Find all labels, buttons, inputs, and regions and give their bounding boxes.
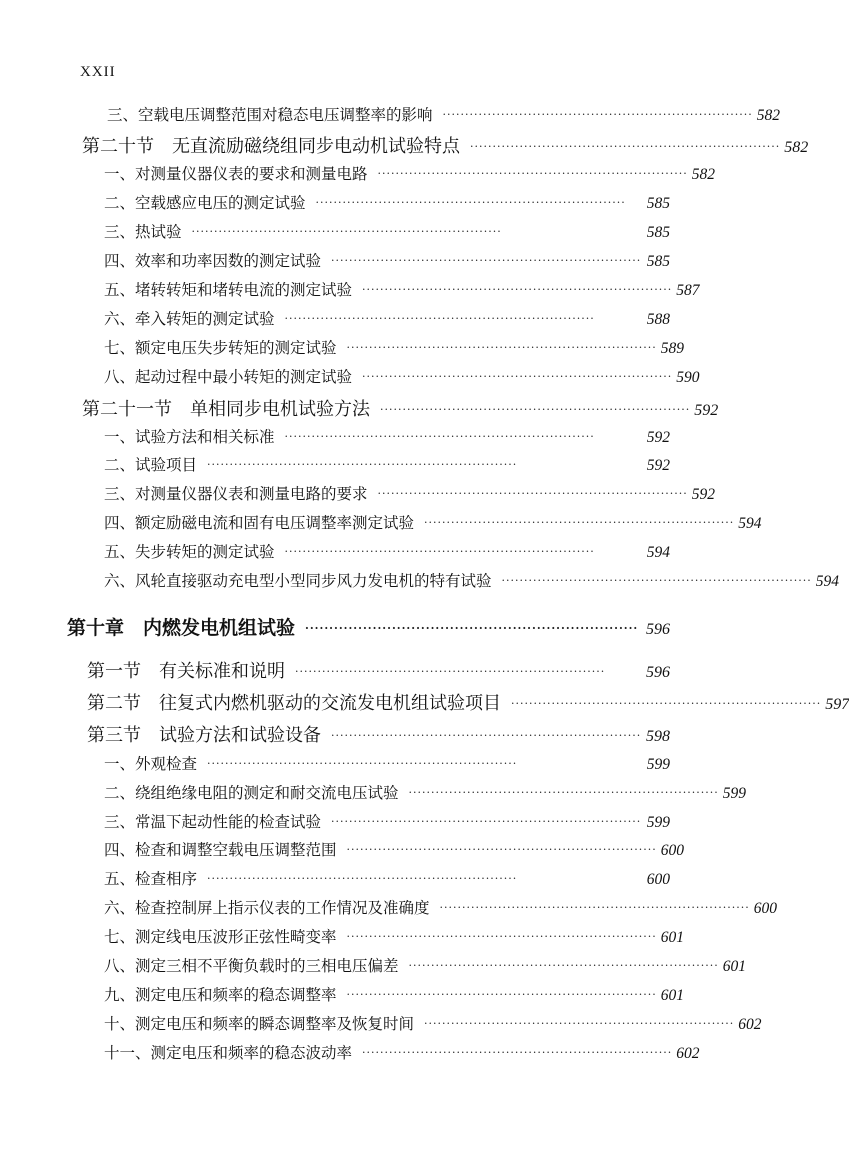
leader-dots: ····································································· (295, 665, 606, 678)
toc-entry (104, 569, 840, 591)
toc-entry (104, 896, 778, 918)
toc-entry-title: 三、对测量仪器仪表和测量电路的要求 (104, 485, 368, 503)
toc-entry-title: 七、额定电压失步转矩的测定试验 (104, 339, 337, 357)
toc-section-page: 582 (784, 139, 809, 156)
toc-entry (104, 249, 670, 271)
toc-entry-page: 582 (691, 166, 716, 183)
toc-entry-title: 四、检查和调整空载电压调整范围 (104, 841, 337, 859)
leader-dots: ····································································· (439, 901, 750, 914)
toc-entry-page: 594 (646, 544, 670, 561)
toc-section-title: 第二节 往复式内燃机驱动的交流发电机组试验项目 (87, 693, 501, 714)
leader-dots: ····································································· (377, 487, 688, 500)
toc-section-page: 592 (694, 402, 719, 419)
toc-entry-page: 592 (691, 486, 716, 503)
leader-dots: ····································································· (408, 786, 719, 799)
toc-entry-page: 602 (738, 1016, 762, 1033)
toc-entry-page: 602 (676, 1045, 700, 1062)
toc-entry (104, 867, 670, 889)
leader-dots: ····································································· (377, 167, 688, 180)
toc-entry-title: 八、测定三相不平衡负载时的三相电压偏差 (104, 957, 399, 975)
toc-entry (104, 365, 700, 387)
toc-entry-page: 592 (646, 457, 670, 474)
toc-entry-page: 599 (646, 814, 670, 831)
leader-dots: ····································································· (362, 370, 673, 383)
toc-entry (107, 103, 781, 125)
toc-section-title: 第二十一节 单相同步电机试验方法 (82, 399, 370, 420)
toc-entry-title: 三、热试验 (104, 223, 182, 241)
toc-entry-title: 四、效率和功率因数的测定试验 (104, 252, 322, 270)
toc-entry (104, 925, 685, 947)
leader-dots: ····································································· (331, 729, 642, 742)
leader-dots: ····································································· (424, 1017, 735, 1030)
toc-entry-title: 三、常温下起动性能的检查试验 (104, 813, 322, 831)
toc-section (82, 395, 719, 421)
leader-dots: ····································································· (346, 843, 657, 856)
toc-entry (104, 511, 762, 533)
toc-entry (104, 1012, 762, 1034)
toc-entry-title: 三、空载电压调整范围对稳态电压调整率的影响 (107, 106, 433, 124)
leader-dots: ····································································· (191, 225, 502, 238)
toc-entry-page: 594 (738, 515, 762, 532)
leader-dots: ····································································· (424, 516, 735, 529)
leader-dots: ····································································· (305, 622, 639, 635)
leader-dots: ····································································· (501, 574, 812, 587)
toc-entry (104, 191, 670, 213)
toc-entry-title: 五、检查相序 (104, 870, 198, 888)
toc-entry-page: 590 (676, 369, 700, 386)
toc-entry-title: 六、牵入转矩的测定试验 (104, 310, 275, 328)
toc-entry-title: 五、失步转矩的测定试验 (104, 543, 275, 561)
toc-entry-page: 585 (646, 253, 670, 270)
toc-entry-title: 一、对测量仪器仪表的要求和测量电路 (104, 165, 368, 183)
leader-dots: ····································································· (362, 1046, 673, 1059)
toc-section-page: 596 (646, 664, 670, 681)
leader-dots: ····································································· (408, 959, 719, 972)
toc-entry-page: 599 (722, 785, 747, 802)
toc-section (87, 689, 849, 715)
leader-dots: ····································································· (331, 254, 642, 267)
toc-chapter-title: 第十章 内燃发电机组试验 (67, 617, 296, 639)
toc-entry-page: 589 (660, 340, 685, 357)
leader-dots: ····································································· (284, 545, 595, 558)
toc-entry-page: 601 (660, 987, 685, 1004)
toc-entry (104, 453, 670, 475)
toc-entry-page: 582 (756, 107, 781, 124)
toc-entry-title: 一、试验方法和相关标准 (104, 428, 275, 446)
toc-entry (104, 220, 670, 242)
toc-entry-title: 五、堵转转矩和堵转电流的测定试验 (104, 281, 353, 299)
toc-entry-title: 八、起动过程中最小转矩的测定试验 (104, 368, 353, 386)
toc-entry-title: 二、空载感应电压的测定试验 (104, 194, 306, 212)
toc-entry-title: 一、外观检查 (104, 755, 198, 773)
toc-section-page: 598 (646, 728, 670, 745)
page-header-roman-numeral: XXII (80, 64, 116, 80)
toc-entry-title: 十、测定电压和频率的瞬态调整率及恢复时间 (104, 1015, 415, 1033)
leader-dots: ····································································· (207, 872, 518, 885)
toc-entry (104, 307, 670, 329)
toc-entry (104, 278, 700, 300)
toc-entry-page: 592 (646, 429, 670, 446)
leader-dots: ····································································· (380, 403, 691, 416)
leader-dots: ····································································· (346, 930, 657, 943)
leader-dots: ····································································· (207, 757, 518, 770)
toc-entry (104, 540, 670, 562)
toc-entry-title: 二、试验项目 (104, 456, 198, 474)
toc-entry-page: 599 (646, 756, 670, 773)
toc-entry-title: 二、绕组绝缘电阻的测定和耐交流电压试验 (104, 784, 399, 802)
toc-entry (104, 336, 685, 358)
toc-entry-page: 594 (815, 573, 840, 590)
toc-entry-title: 六、风轮直接驱动充电型小型同步风力发电机的特有试验 (104, 572, 492, 590)
toc-entry (104, 781, 747, 803)
toc-entry-page: 585 (646, 195, 670, 212)
toc-section (87, 721, 670, 747)
leader-dots: ····································································· (346, 988, 657, 1001)
toc-section-page: 597 (825, 696, 849, 713)
toc-section-title: 第二十节 无直流励磁绕组同步电动机试验特点 (82, 136, 460, 157)
toc-entry-page: 587 (676, 282, 700, 299)
toc-entry-title: 九、测定电压和频率的稳态调整率 (104, 986, 337, 1004)
toc-entry (104, 838, 685, 860)
toc-entry-title: 四、额定励磁电流和固有电压调整率测定试验 (104, 514, 415, 532)
toc-section (87, 657, 670, 683)
toc-entry (104, 425, 670, 447)
toc-entry-title: 六、检查控制屏上指示仪表的工作情况及准确度 (104, 899, 430, 917)
toc-section (82, 132, 809, 158)
toc-entry (104, 752, 670, 774)
toc-entry (104, 162, 716, 184)
toc-entry-page: 600 (660, 842, 685, 859)
toc-entry-page: 601 (722, 958, 747, 975)
toc-entry-page: 600 (646, 871, 670, 888)
toc-entry (104, 983, 685, 1005)
toc-entry-page: 600 (753, 900, 778, 917)
toc-entry (104, 810, 670, 832)
toc-chapter-page: 596 (646, 621, 670, 638)
leader-dots: ····································································· (442, 108, 753, 121)
leader-dots: ····································································· (470, 140, 781, 153)
leader-dots: ····································································· (284, 430, 595, 443)
toc-chapter (67, 613, 670, 640)
toc-entry (104, 1041, 700, 1063)
leader-dots: ····································································· (284, 312, 595, 325)
toc-entry-title: 七、测定线电压波形正弦性畸变率 (104, 928, 337, 946)
toc-entry (104, 482, 716, 504)
toc-entry-title: 十一、测定电压和频率的稳态波动率 (104, 1044, 353, 1062)
toc-section-title: 第三节 试验方法和试验设备 (87, 725, 321, 746)
toc-entry-page: 585 (646, 224, 670, 241)
leader-dots: ····································································· (315, 196, 626, 209)
toc-entry-page: 601 (660, 929, 685, 946)
leader-dots: ····································································· (331, 815, 642, 828)
leader-dots: ····································································· (346, 341, 657, 354)
toc-section-title: 第一节 有关标准和说明 (87, 661, 285, 682)
toc-entry-page: 588 (646, 311, 670, 328)
toc-entry (104, 954, 747, 976)
leader-dots: ····································································· (207, 458, 518, 471)
leader-dots: ····································································· (511, 697, 822, 710)
leader-dots: ····································································· (362, 283, 673, 296)
